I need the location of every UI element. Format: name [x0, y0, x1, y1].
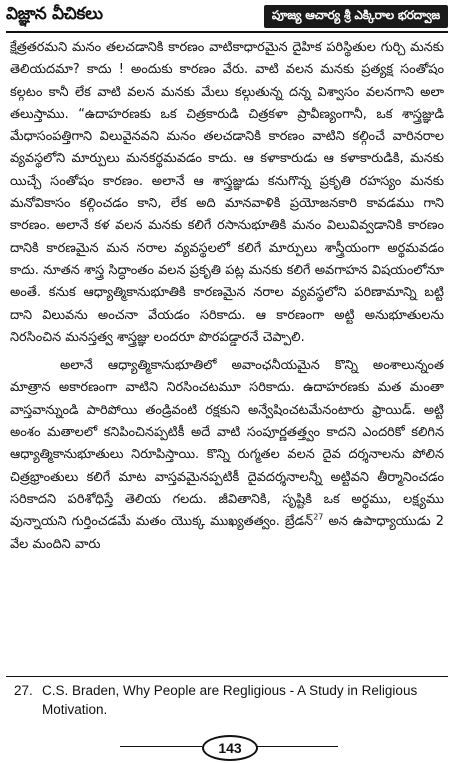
author-banner: పూజ్య ఆచార్య శ్రీ ఎక్కిరాల భరద్వాజ [264, 5, 448, 28]
footnote-reference: 27 [313, 512, 324, 522]
paragraph-2-text: అలానే ఆధ్యాత్మికానుభూతిలో అవాంఛనీయమైన కొన్ని అంశాలున్నంత మాత్రాన అకారణంగా వాటిని నిరసించటమూ సరికాదు. ఉదాహరణకు మత మంతా వాస్తవాన్నుండి పారిపోయి తండ్రివంటి రక్షకుని అన్వేషించటమేనంటారు ఫ్రాయిడ్. అట్టి అంశం మతాలలో కనిపించినప్పటికీ అదే వాటి సంపూర్ణతత్త్వం కాదని ఎందరికో కలిగిన ఆధ్యాత్మికానుభూతులు నిరూపిస్తాయి. కొన్ని రుగ్మతల వలన దైవ దర్శనాలను పోలిన చిత్రభ్రాంతులు కలిగే మాట వాస్తవమైనప్పటికీ దైవదర్శనాలన్నీ అట్టివని తీర్మానించడం సరికాదని పరిశోధిస్తే తెలియ గలదు. జీవితానికి, సృష్టికి ఒక అర్థము, లక్ష్యము వున్నాయని గుర్తించడమే మతం యొక్క ముఖ్యతత్వం. బ్రేడన్ [10, 358, 444, 530]
footnote [14, 681, 440, 719]
footnote-text: C.S. Braden, Why People are Regligious - A Study in Religious Motivation. [42, 683, 418, 717]
paragraph-1: క్షేత్రతరమని మనం తలచడానికి కారణం వాటికాధారమైన దైహిక పరిస్థితుల గుర్చి మనకు తెలియదమా? కాదు ! అందుకు కారణం వేరు. వాటి వలన మనకు ప్రత్యక్ష సంతోషం కల్గటం కానీ లేక వాటి వలన మనకు మేలు కల్గుతున్న దన్న విశ్వాసం వలనగాని అలా తలుస్తాము. “ఉదాహరణకు ఒక చిత్రకారుడి చిత్రకళా ప్రావీణ్యంగానీ, ఒక శాస్త్రజ్ఞుడి మేధాసంపత్తిగాని విలువైనవని మనం తలచడానికి కారణం వాటిని కల్గించే వారినరాల వ్యవస్థలోని మార్పులు మనకర్థమవడం కాదు. ఆ కళాకారుడు ఆ కళాకారుడికి, మనకు యిచ్చే సంతోషం కారణం. అలానే ఆ శాస్త్రజ్ఞుడు కనుగొన్న ప్రకృతి రహస్యం మనకు మనోవికాసం కల్గించడం కాని, లేక అది మానవాళికి ప్రయోజనకారి కావడము గాని కారణం. అలానే కళ వలన మనకు కలిగే రసానుభూతికి మనం విలువివ్వడానికి కారణం దానికి కారణమైన మన నరాల వ్యవస్థలలో కలిగే మార్పులు శాస్త్రీయంగా అర్థమవడం కాదు. నూతన శాస్త్ర సిద్ధాంతం వలన ప్రకృతి పట్ల మనకు కలిగే అవగాహన విషయంలోనూ అంతే. కనుక ఆధ్యాత్మికానుభూతికి కారణమైన నరాల వ్యవస్థలోని పరిణామాన్ని బట్టి దాని విలువను అంచనా వేయడం సరికాదు. ఆ కారణంగా అట్టి అనుభూతులను నిరసించిన మనస్తత్వ శాస్త్రజ్ఞు లందరూ పొరపడ్డారనే చెప్పాలి. [10, 40, 444, 345]
running-header [6, 3, 448, 29]
paragraph-2 [10, 355, 444, 556]
header-rule [6, 31, 448, 33]
paragraph-2-tail: అన ఉపాధ్యాయుడు 2 వేల మందిని వారు [10, 514, 444, 552]
page-number: 143 [202, 735, 258, 761]
footnote-number: 27. [14, 683, 33, 698]
page-number-line-left [120, 746, 202, 747]
page-number-line-right [256, 746, 338, 747]
book-title: విజ్ఞాన వీచికలు [6, 4, 103, 24]
footnote-rule [6, 676, 448, 677]
body-text [10, 37, 444, 556]
